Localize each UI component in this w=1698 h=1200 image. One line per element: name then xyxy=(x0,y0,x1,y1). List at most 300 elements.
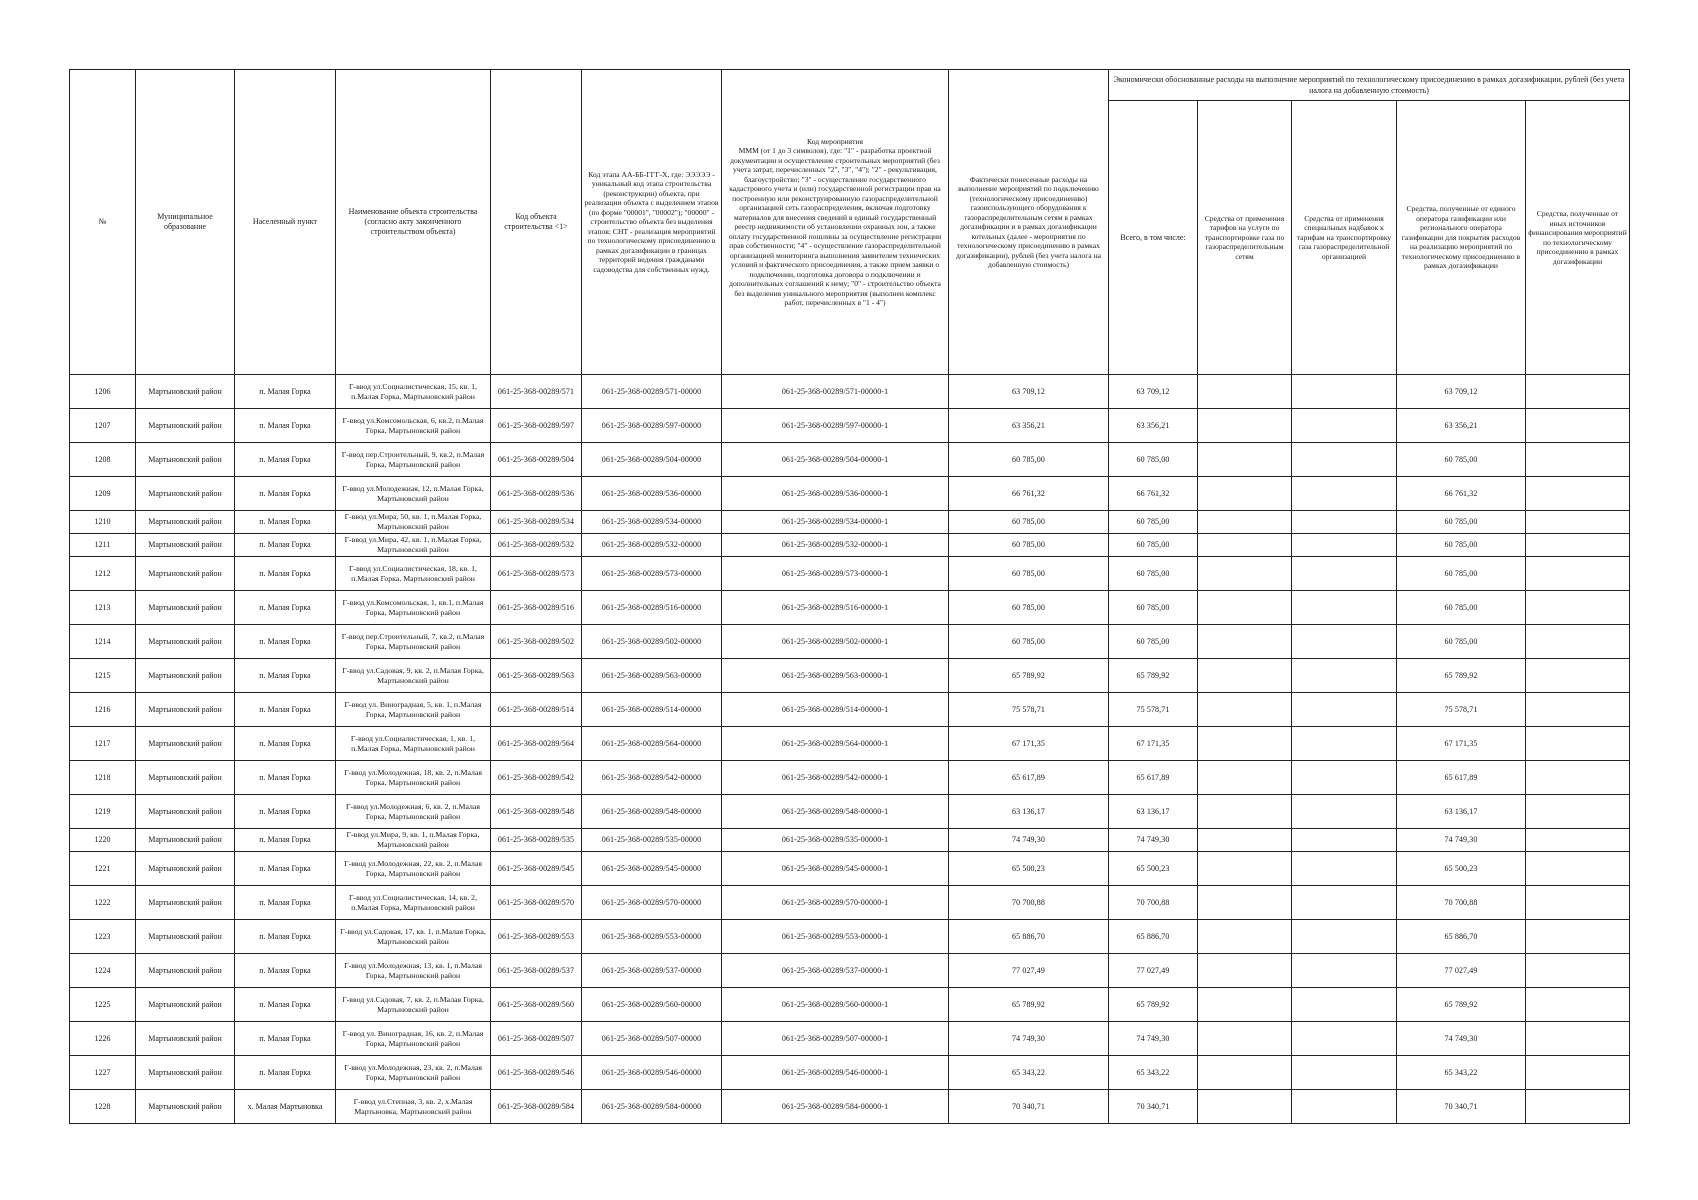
row-other-sources xyxy=(1526,852,1630,886)
row-object-code: 061-25-368-00289/548 xyxy=(491,795,582,829)
row-event-code: 061-25-368-00289/504-00000-1 xyxy=(722,443,949,477)
table-row xyxy=(70,375,1630,409)
row-object-code: 061-25-368-00289/553 xyxy=(491,920,582,954)
row-number: 1210 xyxy=(70,511,136,534)
row-settlement: п. Малая Горка xyxy=(235,659,336,693)
row-number: 1207 xyxy=(70,409,136,443)
row-actual-costs: 60 785,00 xyxy=(949,443,1109,477)
row-total: 65 886,70 xyxy=(1109,920,1198,954)
row-tariffs xyxy=(1198,1056,1292,1090)
row-object-name: Г-ввод пер.Строительный, 9, кв.2, п.Малая Горка, Мартыновский район xyxy=(336,443,491,477)
row-tariffs xyxy=(1198,693,1292,727)
row-tariffs xyxy=(1198,920,1292,954)
row-object-code: 061-25-368-00289/571 xyxy=(491,375,582,409)
row-object-code: 061-25-368-00289/532 xyxy=(491,534,582,557)
row-total: 60 785,00 xyxy=(1109,534,1198,557)
row-surcharges xyxy=(1292,693,1397,727)
row-actual-costs: 65 789,92 xyxy=(949,988,1109,1022)
row-number: 1215 xyxy=(70,659,136,693)
row-municipality: Мартыновский район xyxy=(136,625,235,659)
row-operator-funds: 65 789,92 xyxy=(1397,659,1526,693)
row-object-code: 061-25-368-00289/536 xyxy=(491,477,582,511)
row-event-code: 061-25-368-00289/597-00000-1 xyxy=(722,409,949,443)
row-object-name: Г-ввод ул.Мира, 42, кв. 1, п.Малая Горка, Мартыновский район xyxy=(336,534,491,557)
row-stage-code: 061-25-368-00289/545-00000 xyxy=(582,852,722,886)
row-event-code: 061-25-368-00289/502-00000-1 xyxy=(722,625,949,659)
row-number: 1223 xyxy=(70,920,136,954)
row-municipality: Мартыновский район xyxy=(136,727,235,761)
row-object-name: Г-ввод ул.Молодежная, 6, кв. 2, п.Малая Горка, Мартыновский район xyxy=(336,795,491,829)
row-stage-code: 061-25-368-00289/516-00000 xyxy=(582,591,722,625)
row-surcharges xyxy=(1292,375,1397,409)
row-tariffs xyxy=(1198,852,1292,886)
table-row xyxy=(70,1022,1630,1056)
row-settlement: х. Малая Мартыновка xyxy=(235,1090,336,1124)
row-other-sources xyxy=(1526,409,1630,443)
row-event-code: 061-25-368-00289/546-00000-1 xyxy=(722,1056,949,1090)
row-event-code: 061-25-368-00289/537-00000-1 xyxy=(722,954,949,988)
row-tariffs xyxy=(1198,954,1292,988)
row-total: 67 171,35 xyxy=(1109,727,1198,761)
row-settlement: п. Малая Горка xyxy=(235,693,336,727)
row-stage-code: 061-25-368-00289/548-00000 xyxy=(582,795,722,829)
row-total: 74 749,30 xyxy=(1109,829,1198,852)
row-stage-code: 061-25-368-00289/584-00000 xyxy=(582,1090,722,1124)
table-row xyxy=(70,557,1630,591)
row-other-sources xyxy=(1526,761,1630,795)
row-total: 60 785,00 xyxy=(1109,443,1198,477)
row-actual-costs: 65 617,89 xyxy=(949,761,1109,795)
row-object-name: Г-ввод ул.Мира, 9, кв. 1, п.Малая Горка, Мартыновский район xyxy=(336,829,491,852)
row-number: 1217 xyxy=(70,727,136,761)
row-actual-costs: 60 785,00 xyxy=(949,534,1109,557)
row-tariffs xyxy=(1198,477,1292,511)
header-tariffs: Средства от применения тарифов на услуги по транспортировке газа по газораспределительным сетям xyxy=(1198,101,1292,375)
row-event-code: 061-25-368-00289/573-00000-1 xyxy=(722,557,949,591)
table-row xyxy=(70,443,1630,477)
row-object-code: 061-25-368-00289/535 xyxy=(491,829,582,852)
row-tariffs xyxy=(1198,761,1292,795)
row-municipality: Мартыновский район xyxy=(136,693,235,727)
row-total: 63 136,17 xyxy=(1109,795,1198,829)
row-stage-code: 061-25-368-00289/532-00000 xyxy=(582,534,722,557)
table-row xyxy=(70,795,1630,829)
row-operator-funds: 70 340,71 xyxy=(1397,1090,1526,1124)
row-object-name: Г-ввод ул.Садовая, 7, кв. 2, п.Малая Горка, Мартыновский район xyxy=(336,988,491,1022)
row-municipality: Мартыновский район xyxy=(136,852,235,886)
row-municipality: Мартыновский район xyxy=(136,1022,235,1056)
row-tariffs xyxy=(1198,409,1292,443)
row-actual-costs: 66 761,32 xyxy=(949,477,1109,511)
row-number: 1216 xyxy=(70,693,136,727)
row-object-code: 061-25-368-00289/560 xyxy=(491,988,582,1022)
row-event-code: 061-25-368-00289/548-00000-1 xyxy=(722,795,949,829)
row-settlement: п. Малая Горка xyxy=(235,477,336,511)
row-stage-code: 061-25-368-00289/535-00000 xyxy=(582,829,722,852)
row-tariffs xyxy=(1198,1090,1292,1124)
row-surcharges xyxy=(1292,761,1397,795)
row-operator-funds: 77 027,49 xyxy=(1397,954,1526,988)
row-object-code: 061-25-368-00289/537 xyxy=(491,954,582,988)
row-object-name: Г-ввод ул.Молодежная, 22, кв. 2, п.Малая Горка, Мартыновский район xyxy=(336,852,491,886)
row-object-name: Г-ввод ул.Молодежная, 23, кв. 2, п.Малая Горка, Мартыновский район xyxy=(336,1056,491,1090)
row-municipality: Мартыновский район xyxy=(136,511,235,534)
table-row xyxy=(70,727,1630,761)
row-object-name: Г-ввод ул.Комсомольская, 1, кв.1, п.Малая Горка, Мартыновский район xyxy=(336,591,491,625)
row-tariffs xyxy=(1198,727,1292,761)
row-event-code: 061-25-368-00289/560-00000-1 xyxy=(722,988,949,1022)
row-tariffs xyxy=(1198,659,1292,693)
row-settlement: п. Малая Горка xyxy=(235,829,336,852)
row-object-code: 061-25-368-00289/502 xyxy=(491,625,582,659)
row-surcharges xyxy=(1292,409,1397,443)
row-stage-code: 061-25-368-00289/570-00000 xyxy=(582,886,722,920)
row-settlement: п. Малая Горка xyxy=(235,727,336,761)
row-actual-costs: 65 886,70 xyxy=(949,920,1109,954)
table-row xyxy=(70,920,1630,954)
row-settlement: п. Малая Горка xyxy=(235,988,336,1022)
row-object-name: Г-ввод ул.Молодежная, 12, п.Малая Горка, Мартыновский район xyxy=(336,477,491,511)
row-other-sources xyxy=(1526,1056,1630,1090)
row-operator-funds: 63 709,12 xyxy=(1397,375,1526,409)
row-number: 1213 xyxy=(70,591,136,625)
row-settlement: п. Малая Горка xyxy=(235,534,336,557)
row-tariffs xyxy=(1198,829,1292,852)
row-event-code: 061-25-368-00289/516-00000-1 xyxy=(722,591,949,625)
row-event-code: 061-25-368-00289/535-00000-1 xyxy=(722,829,949,852)
row-object-code: 061-25-368-00289/504 xyxy=(491,443,582,477)
row-number: 1222 xyxy=(70,886,136,920)
row-object-code: 061-25-368-00289/563 xyxy=(491,659,582,693)
row-operator-funds: 74 749,30 xyxy=(1397,829,1526,852)
row-surcharges xyxy=(1292,1022,1397,1056)
row-surcharges xyxy=(1292,1090,1397,1124)
row-event-code: 061-25-368-00289/564-00000-1 xyxy=(722,727,949,761)
row-total: 63 356,21 xyxy=(1109,409,1198,443)
row-total: 75 578,71 xyxy=(1109,693,1198,727)
row-actual-costs: 67 171,35 xyxy=(949,727,1109,761)
row-event-code: 061-25-368-00289/536-00000-1 xyxy=(722,477,949,511)
row-object-name: Г-ввод ул. Виноградная, 5, кв. 1, п.Малая Горка, Мартыновский район xyxy=(336,693,491,727)
row-total: 66 761,32 xyxy=(1109,477,1198,511)
row-event-code: 061-25-368-00289/532-00000-1 xyxy=(722,534,949,557)
row-tariffs xyxy=(1198,795,1292,829)
row-settlement: п. Малая Горка xyxy=(235,409,336,443)
row-operator-funds: 65 617,89 xyxy=(1397,761,1526,795)
row-tariffs xyxy=(1198,625,1292,659)
row-settlement: п. Малая Горка xyxy=(235,795,336,829)
row-object-name: Г-ввод ул. Виноградная, 16, кв. 2, п.Малая Горка, Мартыновский район xyxy=(336,1022,491,1056)
row-surcharges xyxy=(1292,988,1397,1022)
row-actual-costs: 77 027,49 xyxy=(949,954,1109,988)
header-object-name: Наименование объекта строительства (согласно акту законченного строительством объекта) xyxy=(336,70,491,375)
row-event-code: 061-25-368-00289/571-00000-1 xyxy=(722,375,949,409)
row-actual-costs: 60 785,00 xyxy=(949,557,1109,591)
row-object-name: Г-ввод ул.Комсомольская, 6, кв.2, п.Малая Горка, Мартыновский район xyxy=(336,409,491,443)
row-other-sources xyxy=(1526,1022,1630,1056)
row-operator-funds: 63 356,21 xyxy=(1397,409,1526,443)
row-surcharges xyxy=(1292,795,1397,829)
row-municipality: Мартыновский район xyxy=(136,988,235,1022)
header-total: Всего, в том числе: xyxy=(1109,101,1198,375)
row-object-name: Г-ввод ул.Социалистическая, 14, кв. 2, п.Малая Горка, Мартыновский район xyxy=(336,886,491,920)
row-stage-code: 061-25-368-00289/546-00000 xyxy=(582,1056,722,1090)
row-number: 1220 xyxy=(70,829,136,852)
row-stage-code: 061-25-368-00289/542-00000 xyxy=(582,761,722,795)
row-operator-funds: 60 785,00 xyxy=(1397,557,1526,591)
row-object-code: 061-25-368-00289/564 xyxy=(491,727,582,761)
row-surcharges xyxy=(1292,920,1397,954)
row-municipality: Мартыновский район xyxy=(136,477,235,511)
header-object-code: Код объекта строительства <1> xyxy=(491,70,582,375)
row-surcharges xyxy=(1292,443,1397,477)
gasification-table xyxy=(69,69,1630,1124)
row-municipality: Мартыновский район xyxy=(136,795,235,829)
row-surcharges xyxy=(1292,477,1397,511)
row-total: 60 785,00 xyxy=(1109,625,1198,659)
table-row xyxy=(70,693,1630,727)
row-operator-funds: 65 500,23 xyxy=(1397,852,1526,886)
row-total: 60 785,00 xyxy=(1109,591,1198,625)
row-event-code: 061-25-368-00289/545-00000-1 xyxy=(722,852,949,886)
row-total: 65 789,92 xyxy=(1109,988,1198,1022)
row-object-code: 061-25-368-00289/507 xyxy=(491,1022,582,1056)
row-other-sources xyxy=(1526,886,1630,920)
table-row xyxy=(70,511,1630,534)
row-other-sources xyxy=(1526,988,1630,1022)
row-event-code: 061-25-368-00289/553-00000-1 xyxy=(722,920,949,954)
header-actual-costs: Фактически понесенные расходы на выполнение мероприятий по подключению (технологическому присоединению) газоиспользующего оборудования к газораспределительным сетям в рамках догазификации и в рамках догазификации котельных (далее - мероприятия по технологическому присоединению в рамках догазификации), рублей (без учета налога на добавленную стоимость) xyxy=(949,70,1109,375)
header-stage-code: Код этапа АА-ББ-ГГГ-Х, где: ЭЭЭЭЭ - уникальный код этапа строительства (реконструкции) объекта, при реализации объекта с выделением этапов (по форме "00001", "00002"); "00000" - строительство объекта без выделения этапов; СНТ - реализация мероприятий по технологическому присоединению в рамках догазификации в границах территорий ведения гражданами садоводства для собственных нужд. xyxy=(582,70,722,375)
row-object-name: Г-ввод пер.Строительный, 7, кв.2, п.Малая Горка, Мартыновский район xyxy=(336,625,491,659)
row-operator-funds: 67 171,35 xyxy=(1397,727,1526,761)
row-other-sources xyxy=(1526,727,1630,761)
row-event-code: 061-25-368-00289/507-00000-1 xyxy=(722,1022,949,1056)
row-number: 1225 xyxy=(70,988,136,1022)
row-stage-code: 061-25-368-00289/502-00000 xyxy=(582,625,722,659)
row-number: 1228 xyxy=(70,1090,136,1124)
row-surcharges xyxy=(1292,954,1397,988)
row-total: 60 785,00 xyxy=(1109,557,1198,591)
row-actual-costs: 60 785,00 xyxy=(949,511,1109,534)
row-tariffs xyxy=(1198,534,1292,557)
row-settlement: п. Малая Горка xyxy=(235,625,336,659)
row-actual-costs: 74 749,30 xyxy=(949,829,1109,852)
row-settlement: п. Малая Горка xyxy=(235,852,336,886)
row-stage-code: 061-25-368-00289/536-00000 xyxy=(582,477,722,511)
row-tariffs xyxy=(1198,375,1292,409)
row-object-code: 061-25-368-00289/534 xyxy=(491,511,582,534)
header-other-sources: Средства, полученные от иных источников финансирования мероприятий по технологическому присоединению в рамках догазификации xyxy=(1526,101,1630,375)
table-row xyxy=(70,477,1630,511)
header-event-code-body: МММ (от 1 до 3 символов), где: "1" - разработка проектной документации и осуществление строительных мероприятий (без учета затрат, перечисленных "2", "3", "4"); "2" - рекультивация, благоустройство; "3" - осуществление государственного кадастрового учета и (или) государственной регистрации прав на построенную или реконструированную газораспределительной организацией сеть газораспределения, включая подготовку материалов для внесения сведений в единый государственный реестр недвижимости об установлении охранных зон, а также оплату государственной пошлины за осуществление регистрации прав собственности; "4" - осуществление газораспределительной организацией мониторинга выполнения заявителем технических условий и фактического присоединения, а также прием заявки о подключении, подготовка договора о подключении и дополнительных соглашений к нему; "0" - строительство объекта без выделения уникального мероприятия (выполнен комплекс работ, перечисленных в "1 - 4") xyxy=(728,146,942,307)
row-surcharges xyxy=(1292,829,1397,852)
row-operator-funds: 66 761,32 xyxy=(1397,477,1526,511)
table-row xyxy=(70,761,1630,795)
header-operator: Средства, полученные от единого оператора газификации или регионального оператора газификации для покрытия расходов на реализацию мероприятий по технологическому присоединению в рамках догазификации xyxy=(1397,101,1526,375)
table-row xyxy=(70,988,1630,1022)
row-actual-costs: 75 578,71 xyxy=(949,693,1109,727)
row-stage-code: 061-25-368-00289/564-00000 xyxy=(582,727,722,761)
row-municipality: Мартыновский район xyxy=(136,886,235,920)
row-municipality: Мартыновский район xyxy=(136,1090,235,1124)
row-municipality: Мартыновский район xyxy=(136,534,235,557)
table-row xyxy=(70,829,1630,852)
row-settlement: п. Малая Горка xyxy=(235,954,336,988)
row-actual-costs: 70 340,71 xyxy=(949,1090,1109,1124)
row-number: 1209 xyxy=(70,477,136,511)
row-object-code: 061-25-368-00289/573 xyxy=(491,557,582,591)
row-municipality: Мартыновский район xyxy=(136,1056,235,1090)
row-number: 1224 xyxy=(70,954,136,988)
row-municipality: Мартыновский район xyxy=(136,954,235,988)
header-event-code xyxy=(722,70,949,375)
row-event-code: 061-25-368-00289/563-00000-1 xyxy=(722,659,949,693)
row-other-sources xyxy=(1526,829,1630,852)
row-actual-costs: 74 749,30 xyxy=(949,1022,1109,1056)
row-municipality: Мартыновский район xyxy=(136,375,235,409)
row-operator-funds: 60 785,00 xyxy=(1397,443,1526,477)
row-actual-costs: 60 785,00 xyxy=(949,625,1109,659)
row-object-name: Г-ввод ул.Молодежная, 18, кв. 2, п.Малая Горка, Мартыновский район xyxy=(336,761,491,795)
row-tariffs xyxy=(1198,557,1292,591)
row-number: 1221 xyxy=(70,852,136,886)
row-tariffs xyxy=(1198,886,1292,920)
row-number: 1226 xyxy=(70,1022,136,1056)
table-row xyxy=(70,1090,1630,1124)
row-surcharges xyxy=(1292,511,1397,534)
row-settlement: п. Малая Горка xyxy=(235,511,336,534)
row-other-sources xyxy=(1526,1090,1630,1124)
row-stage-code: 061-25-368-00289/504-00000 xyxy=(582,443,722,477)
row-settlement: п. Малая Горка xyxy=(235,1022,336,1056)
row-operator-funds: 70 700,88 xyxy=(1397,886,1526,920)
row-other-sources xyxy=(1526,920,1630,954)
header-surcharges: Средства от применения специальных надбавок к тарифам на транспортировку газа газораспределительной организацией xyxy=(1292,101,1397,375)
row-object-name: Г-ввод ул.Социалистическая, 1, кв. 1, п.Малая Горка, Мартыновский район xyxy=(336,727,491,761)
row-other-sources xyxy=(1526,443,1630,477)
row-actual-costs: 65 789,92 xyxy=(949,659,1109,693)
row-operator-funds: 65 886,70 xyxy=(1397,920,1526,954)
header-event-code-title: Код мероприятия xyxy=(806,136,864,146)
row-object-code: 061-25-368-00289/546 xyxy=(491,1056,582,1090)
table-row xyxy=(70,591,1630,625)
row-other-sources xyxy=(1526,954,1630,988)
row-event-code: 061-25-368-00289/570-00000-1 xyxy=(722,886,949,920)
row-total: 65 789,92 xyxy=(1109,659,1198,693)
table-row xyxy=(70,534,1630,557)
row-stage-code: 061-25-368-00289/507-00000 xyxy=(582,1022,722,1056)
table-row xyxy=(70,659,1630,693)
row-settlement: п. Малая Горка xyxy=(235,591,336,625)
row-actual-costs: 65 343,22 xyxy=(949,1056,1109,1090)
row-operator-funds: 60 785,00 xyxy=(1397,625,1526,659)
row-other-sources xyxy=(1526,557,1630,591)
row-operator-funds: 65 343,22 xyxy=(1397,1056,1526,1090)
row-total: 70 700,88 xyxy=(1109,886,1198,920)
row-actual-costs: 70 700,88 xyxy=(949,886,1109,920)
row-object-code: 061-25-368-00289/516 xyxy=(491,591,582,625)
row-object-code: 061-25-368-00289/597 xyxy=(491,409,582,443)
row-surcharges xyxy=(1292,852,1397,886)
row-surcharges xyxy=(1292,659,1397,693)
row-event-code: 061-25-368-00289/534-00000-1 xyxy=(722,511,949,534)
row-other-sources xyxy=(1526,591,1630,625)
table-row xyxy=(70,1056,1630,1090)
row-other-sources xyxy=(1526,534,1630,557)
row-object-code: 061-25-368-00289/584 xyxy=(491,1090,582,1124)
row-other-sources xyxy=(1526,625,1630,659)
row-municipality: Мартыновский район xyxy=(136,659,235,693)
row-other-sources xyxy=(1526,511,1630,534)
row-stage-code: 061-25-368-00289/560-00000 xyxy=(582,988,722,1022)
row-stage-code: 061-25-368-00289/563-00000 xyxy=(582,659,722,693)
row-operator-funds: 63 136,17 xyxy=(1397,795,1526,829)
row-tariffs xyxy=(1198,443,1292,477)
row-total: 70 340,71 xyxy=(1109,1090,1198,1124)
row-object-code: 061-25-368-00289/570 xyxy=(491,886,582,920)
table-row xyxy=(70,852,1630,886)
row-other-sources xyxy=(1526,659,1630,693)
row-surcharges xyxy=(1292,625,1397,659)
row-tariffs xyxy=(1198,988,1292,1022)
row-surcharges xyxy=(1292,886,1397,920)
row-total: 77 027,49 xyxy=(1109,954,1198,988)
row-stage-code: 061-25-368-00289/537-00000 xyxy=(582,954,722,988)
row-operator-funds: 60 785,00 xyxy=(1397,534,1526,557)
row-total: 65 617,89 xyxy=(1109,761,1198,795)
row-settlement: п. Малая Горка xyxy=(235,886,336,920)
row-actual-costs: 63 709,12 xyxy=(949,375,1109,409)
row-actual-costs: 63 356,21 xyxy=(949,409,1109,443)
row-municipality: Мартыновский район xyxy=(136,443,235,477)
row-number: 1219 xyxy=(70,795,136,829)
row-settlement: п. Малая Горка xyxy=(235,1056,336,1090)
row-object-name: Г-ввод ул.Мира, 50, кв. 1, п.Малая Горка, Мартыновский район xyxy=(336,511,491,534)
row-number: 1214 xyxy=(70,625,136,659)
table-row xyxy=(70,886,1630,920)
row-event-code: 061-25-368-00289/514-00000-1 xyxy=(722,693,949,727)
row-object-name: Г-ввод ул.Садовая, 17, кв. 1, п.Малая Горка, Мартыновский район xyxy=(336,920,491,954)
row-object-name: Г-ввод ул.Садовая, 9, кв. 2, п.Малая Горка, Мартыновский район xyxy=(336,659,491,693)
row-settlement: п. Малая Горка xyxy=(235,920,336,954)
row-surcharges xyxy=(1292,591,1397,625)
row-object-name: Г-ввод ул.Социалистическая, 18, кв. 1, п.Малая Горка, Мартыновский район xyxy=(336,557,491,591)
row-other-sources xyxy=(1526,477,1630,511)
row-municipality: Мартыновский район xyxy=(136,557,235,591)
row-number: 1212 xyxy=(70,557,136,591)
header-economic-costs-group: Экономически обоснованные расходы на выполнение мероприятий по технологическому присоединению в рамках догазификации, рублей (без учета налога на добавленную стоимость) xyxy=(1109,70,1630,101)
row-object-name: Г-ввод ул.Социалистическая, 15, кв. 1, п.Малая Горка, Мартыновский район xyxy=(336,375,491,409)
row-tariffs xyxy=(1198,1022,1292,1056)
row-settlement: п. Малая Горка xyxy=(235,761,336,795)
row-settlement: п. Малая Горка xyxy=(235,443,336,477)
row-actual-costs: 65 500,23 xyxy=(949,852,1109,886)
table-row xyxy=(70,409,1630,443)
row-number: 1211 xyxy=(70,534,136,557)
row-number: 1227 xyxy=(70,1056,136,1090)
row-event-code: 061-25-368-00289/542-00000-1 xyxy=(722,761,949,795)
row-surcharges xyxy=(1292,1056,1397,1090)
table-row xyxy=(70,954,1630,988)
table-row xyxy=(70,625,1630,659)
row-tariffs xyxy=(1198,591,1292,625)
row-operator-funds: 65 789,92 xyxy=(1397,988,1526,1022)
row-object-code: 061-25-368-00289/514 xyxy=(491,693,582,727)
row-operator-funds: 60 785,00 xyxy=(1397,511,1526,534)
row-object-name: Г-ввод ул.Степная, 3, кв. 2, х.Малая Мартыновка, Мартыновский район xyxy=(336,1090,491,1124)
row-total: 65 500,23 xyxy=(1109,852,1198,886)
